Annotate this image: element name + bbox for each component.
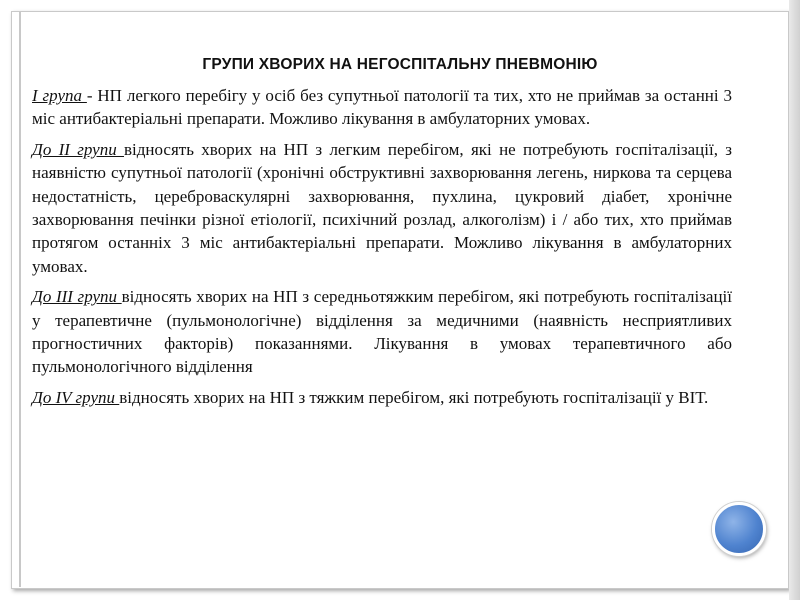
group-3-label: До III групи <box>32 287 122 307</box>
group-1-label: I група <box>32 86 87 105</box>
group-3-paragraph <box>32 285 732 379</box>
group-1-paragraph <box>32 84 732 131</box>
left-vertical-rule <box>19 12 21 587</box>
slide-content <box>32 84 732 416</box>
group-4-paragraph <box>32 386 732 409</box>
group-2-text: відносять хворих на НП з легким перебігом, які не потребують госпіталізації, з наявністю супутньої патології (хронічні обструктивні захворювання легень, ниркова та серцева недостатність, цереброваскулярні захворювання, пухлина, цукровий діабет, хронічне захворювання печінки різної етіології, психічний розлад, алкоголізм) і / або тих, хто приймав протягом останніх 3 міс антибактеріальні препарати. Можливо лікування в амбулаторних умовах. <box>32 139 732 276</box>
group-2-paragraph <box>32 138 732 278</box>
right-edge-shade <box>789 0 800 600</box>
group-2-label: До II групи <box>32 139 125 159</box>
group-3-text: відносять хворих на НП з середньотяжким перебігом, які потребують госпіталізації у терапевтичне (пульмонологічне) відділення за медичними (наявність несприятливих прогностичних факторів) показаннями. Лікування в умовах терапевтичного або пульмонологічного відділення <box>32 287 732 377</box>
group-1-text: - НП легкого перебігу у осіб без супутньої патології та тих, хто не приймав за останні 3 міс антибактеріальні препарати. Можливо лікування в амбулаторних умовах. <box>32 86 732 129</box>
group-4-label: До IV групи <box>32 387 120 407</box>
slide-title: ГРУПИ ХВОРИХ НА НЕГОСПІТАЛЬНУ ПНЕВМОНІЮ <box>202 56 598 73</box>
decorative-circle-icon <box>712 502 766 556</box>
group-4-text: відносять хворих на НП з тяжким перебігом, які потребують госпіталізації у ВІТ. <box>119 387 709 407</box>
